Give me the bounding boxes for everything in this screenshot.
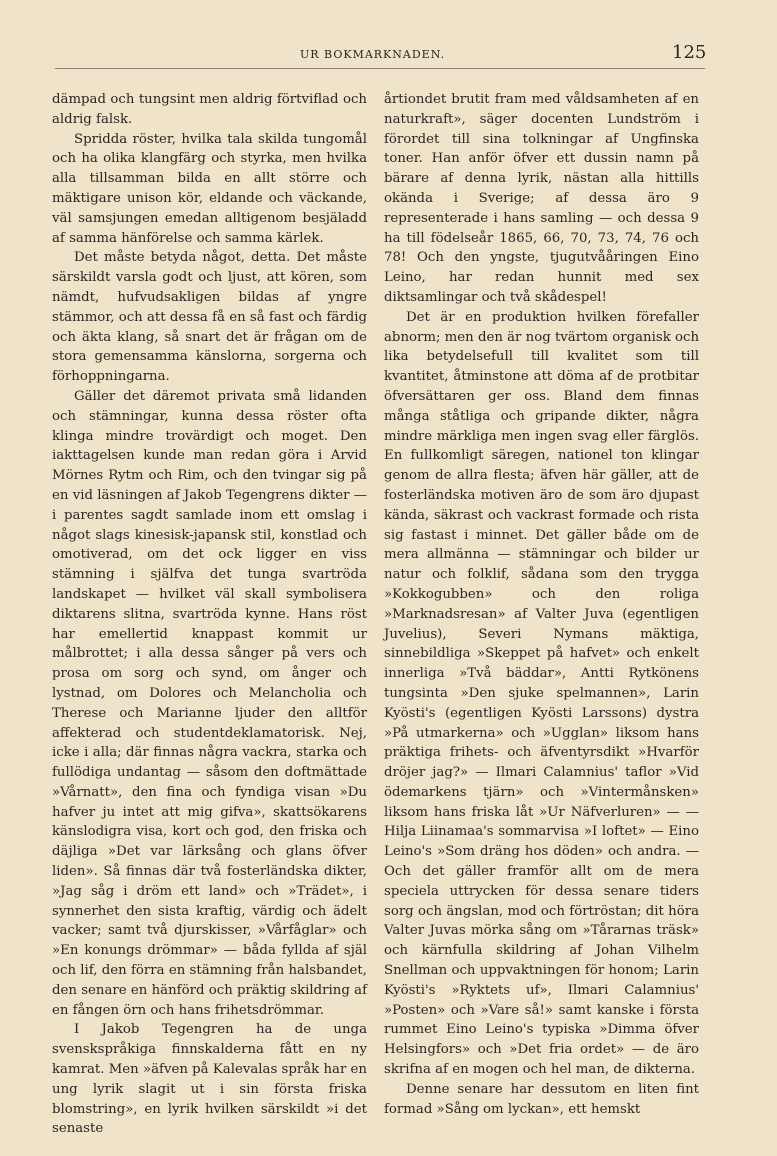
left-column bbox=[52, 90, 367, 1139]
paragraph: årtiondet brutit fram med våldsamheten af en naturkraft», säger docenten Lundström i förordet till sina tolkningar af Ungfinska toner. Han anför öfver ett dussin namn på bärare af denna lyrik, nästan alla hittills okända i Sverige; af dessa äro 9 representerade i hans samling — och dessa 9 ha till födelseår 1865, 66, 70, 73, 74, 76 och 78! Och den yngste, tjugutvååringen Eino Leino, har redan hunnit med sex diktsamlingar och två skådespel! bbox=[384, 92, 699, 305]
right-column bbox=[384, 90, 699, 1119]
paragraph: I Jakob Tegengren ha de unga svenskspråkiga finnskalderna fått en ny kamrat. Men »äfven på Kalevalas språk har en ung lyrik slagit ut i sin första friska blomstring», en lyrik hvilken särskildt »i det senaste bbox=[52, 1022, 367, 1137]
header-rule bbox=[55, 68, 705, 69]
paragraph: Det måste betyda något, detta. Det måste särskildt varsla godt och ljust, att kören, som nämdt, hufvudsakligen bildas af yngre stämmor, och att dessa få en så fast och färdig och äkta klang, så snart det är frågan om de stora gemensamma känslorna, sorgerna och förhoppningarna. bbox=[52, 250, 367, 385]
paragraph: Gäller det däremot privata små lidanden och stämningar, kunna dessa röster ofta klinga mindre trovärdigt och moget. Den iakttagelsen kunde man redan göra i Arvid Mörnes Rytm och Rim, och den tvingar sig på en vid läsningen af Jakob Tegengrens dikter — i parentes sagdt samlade inom ett omslag i något slags kinesisk-japansk stil, konstlad och omotiverad, om det ock ligger en viss stämning i själfva det tunga svartröda landskapet — hvilket väl skall symbolisera diktarens slitna, svartröda kynne. Hans röst har emellertid knappast kommit ur målbrottet; i alla dessa sånger på vers och prosa om sorg och synd, om ånger och lystnad, om Dolores och Melancholia och Therese och Marianne ljuder den alltför affekterad och studentdeklamatorisk. Nej, icke i alla; där finnas några vackra, starka och fullödiga undantag — såsom den doftmättade »Vårnatt», den fina och fyndiga visan »Du hafver ju intet att mig gifva», skattsökarens känslodigra visa, kort och god, den friska och däjliga »Det var lärksång och glans öfver liden». Så finnas där två fosterländska dikter, »Jag såg i dröm ett land» och »Trädet», i synnerhet den sista kraftig, värdig och ädelt vacker; samt två djurskisser, »Vårfåglar» och »En konungs drömmar» — båda fyllda af själ och lif, den förra en stämning från halsbandet, den senare en hänförd och präktig skildring af en fången örn och hans frihetsdrömmar. bbox=[52, 388, 367, 1018]
paragraph: dämpad och tungsint men aldrig förtviflad och aldrig falsk. bbox=[52, 92, 367, 127]
page-header bbox=[0, 0, 777, 80]
page-number: 125 bbox=[672, 42, 707, 63]
paragraph: Denne senare har dessutom en liten fint formad »Sång om lyckan», ett hemskt bbox=[384, 1081, 699, 1117]
paragraph: Det är en produktion hvilken förefaller abnorm; men den är nog tvärtom organisk och lika betydelsefull till kvalitet som till kvantitet, åtminstone att döma af de protbitar öfversättaren ger oss. Bland dem finnas många ståtliga och gripande dikter, några mindre märkliga men ingen svag eller färglös. En fullkomligt säregen, nationel ton klingar genom de allra flesta; äfven här gäller, att de fosterländska motiven äro de som äro djupast kända, säkrast och vackrast formade och rista sig fastast i minnet. Det gäller både om de mera allmänna — stämningar och bilder ur natur och folklif, sådana som den trygga »Kokkogubben» och den roliga »Marknadsresan» af Valter Juva (egentligen Juvelius), Severi Nymans mäktiga, sinnebildliga »Skeppet på hafvet» och enkelt innerliga »Två bäddar», Antti Rytkönens tungsinta »Den sjuke spelmannen», Larin Kyösti's (egentligen Kyösti Larssons) dystra »På utmarkerna» och »Ugglan» liksom hans präktiga frihets- och äfventyrsdikt »Hvarför dröjer jag?» — Ilmari Calamnius' taflor »Vid ödemarkens tjärn» och »Vintermånsken» liksom hans friska låt »Ur Näfverluren» — — Hilja Liinamaa's sommarvisa »I loftet» — Eino Leino's »Som dräng hos döden» och andra. — Och det gäller framför allt om de mera speciela uttrycken för dessa senare tiders sorg och ängslan, mod och förtröstan; dit höra Valter Juvas mörka sång om »Tårarnas träsk» och kärnfulla skildring af Johan Vilhelm Snellman och uppvaktningen för honom; Larin Kyösti's »Ryktets uf», Ilmari Calamnius' »Posten» och »Vare så!» samt kanske i första rummet Eino Leino's typiska »Dimma öfver Helsingfors» och »Det fria ordet» — de äro skrifna af en mogen och hel man, de dikterna. bbox=[384, 309, 700, 1078]
running-title: UR BOKMARKNADEN. bbox=[300, 48, 446, 61]
paragraph: Spridda röster, hvilka tala skilda tungomål och ha olika klangfärg och styrka, men hvilka alla tillsamman bilda en allt större och mäktigare unison kör, eldande och väckande, väl samsjungen emedan alltigenom besjäladd af samma hänförelse och samma kärlek. bbox=[52, 131, 367, 246]
